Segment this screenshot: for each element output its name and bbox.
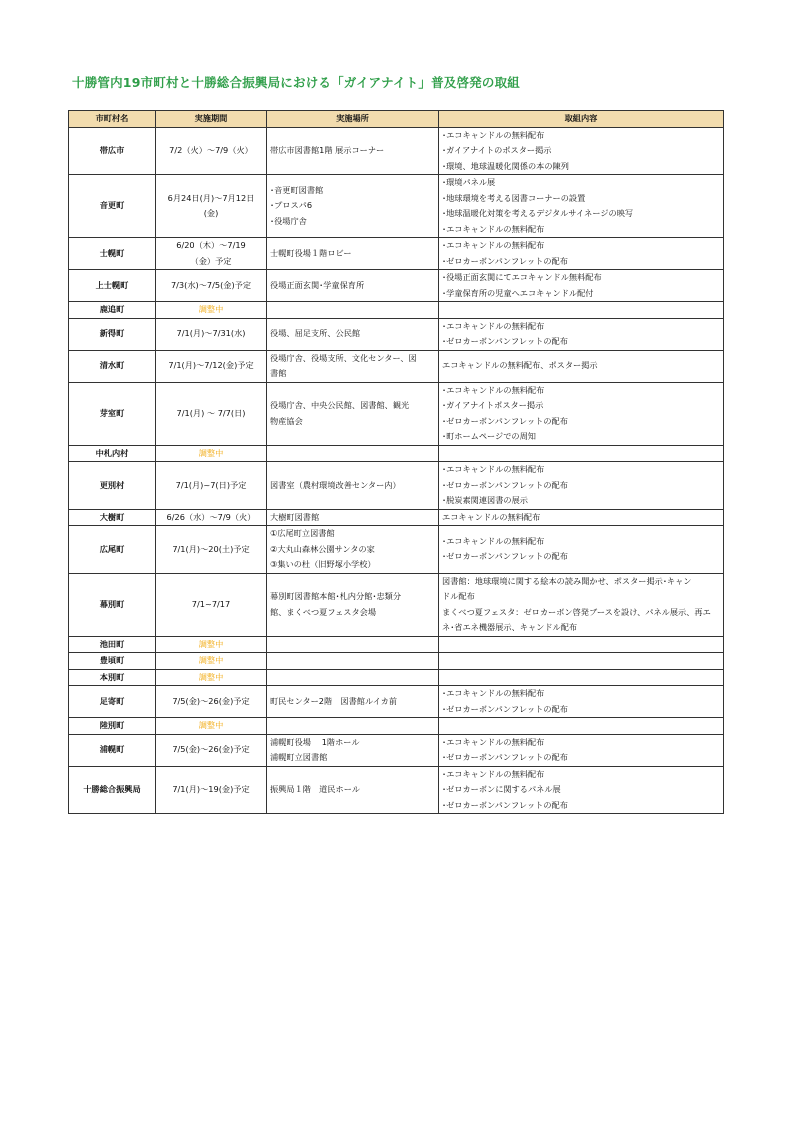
location-cell bbox=[267, 526, 439, 574]
municipality-cell: 清水町 bbox=[69, 350, 156, 382]
activities-cell bbox=[439, 718, 724, 735]
location-cell bbox=[267, 766, 439, 814]
period-cell bbox=[156, 526, 267, 574]
activities-cell bbox=[439, 686, 724, 718]
location-cell bbox=[267, 718, 439, 735]
activity-line: ･ゼロカーボンパンフレットの配布 bbox=[442, 703, 568, 714]
municipality-cell: 広尾町 bbox=[69, 526, 156, 574]
period-cell-pending bbox=[156, 445, 267, 462]
activities-cell bbox=[439, 238, 724, 270]
location-line: 町民センター2階 図書館ルイカ前 bbox=[270, 695, 398, 706]
location-cell bbox=[267, 669, 439, 686]
table-row bbox=[69, 302, 724, 319]
location-line: ③集いの杜（旧野塚小学校） bbox=[270, 559, 376, 569]
period-line: 7/1(月)～19(金)予定 bbox=[172, 784, 250, 794]
period-cell bbox=[156, 350, 267, 382]
period-cell-pending bbox=[156, 669, 267, 686]
table-body bbox=[69, 127, 724, 814]
activities-cell bbox=[439, 462, 724, 510]
table-header-row bbox=[69, 111, 724, 128]
table-row bbox=[69, 526, 724, 574]
location-line: 役場庁舎、役場支所、文化センター、図 bbox=[270, 352, 417, 363]
location-cell bbox=[267, 573, 439, 636]
period-line: 7/1(月)～7/12(金)予定 bbox=[168, 360, 254, 371]
period-line: 7/1(月) ～ 7/7(日) bbox=[176, 407, 246, 418]
activities-cell bbox=[439, 653, 724, 670]
location-cell bbox=[267, 445, 439, 462]
location-cell bbox=[267, 653, 439, 670]
activities-cell bbox=[439, 766, 724, 814]
table-row bbox=[69, 350, 724, 382]
period-cell bbox=[156, 766, 267, 814]
activities-cell bbox=[439, 382, 724, 445]
location-line: 帯広市図書館1階 展示コーナー bbox=[270, 145, 385, 155]
location-cell bbox=[267, 462, 439, 510]
activity-line: ･ガイアナイトのポスター掲示 bbox=[442, 145, 552, 155]
municipality-cell: 士幌町 bbox=[69, 238, 156, 270]
activity-line: ･ゼロカーボンパンフレットの配布 bbox=[442, 255, 568, 266]
period-line: 7/5(金)～26(金)予定 bbox=[172, 695, 250, 706]
activity-line: ･ゼロカーボンパンフレットの配布 bbox=[442, 336, 568, 346]
municipality-cell: 足寄町 bbox=[69, 686, 156, 718]
period-cell-pending bbox=[156, 718, 267, 735]
table-row bbox=[69, 766, 724, 814]
activity-table bbox=[68, 110, 724, 814]
location-cell bbox=[267, 350, 439, 382]
activity-line: ･ゼロカーボンパンフレットの配布 bbox=[442, 479, 568, 490]
period-line: 7/2（火）～7/9（火） bbox=[169, 145, 253, 155]
activity-line: ･エコキャンドルの無料配布 bbox=[442, 464, 545, 474]
location-line: 館、まくべつ夏フェスタ会場 bbox=[270, 606, 377, 617]
period-line: 調整中 bbox=[198, 655, 224, 665]
table-row bbox=[69, 462, 724, 510]
header-activities: 取組内容 bbox=[439, 111, 724, 128]
header-location: 実施場所 bbox=[267, 111, 439, 128]
activities-cell bbox=[439, 669, 724, 686]
period-cell bbox=[156, 238, 267, 270]
location-line: 書館 bbox=[270, 368, 287, 378]
activities-cell bbox=[439, 734, 724, 766]
period-line: 調整中 bbox=[198, 304, 224, 314]
period-line: 7/1(月)～20(土)予定 bbox=[172, 543, 250, 554]
table-row bbox=[69, 445, 724, 462]
municipality-cell: 池田町 bbox=[69, 636, 156, 653]
activity-line: ･エコキャンドルの無料配布 bbox=[442, 240, 545, 250]
table-row bbox=[69, 636, 724, 653]
location-line: ･役場庁舎 bbox=[270, 215, 307, 226]
activity-line: ･エコキャンドルの無料配布 bbox=[442, 736, 545, 747]
activity-line: ･町ホームページでの周知 bbox=[442, 431, 536, 441]
location-cell bbox=[267, 382, 439, 445]
activity-line: ･エコキャンドルの無料配布 bbox=[442, 223, 545, 234]
activity-line: エコキャンドルの無料配布 bbox=[442, 511, 541, 522]
municipality-cell: 中札内村 bbox=[69, 445, 156, 462]
location-line: ･音更町図書館 bbox=[270, 184, 324, 195]
location-cell bbox=[267, 636, 439, 653]
period-line: 調整中 bbox=[198, 720, 224, 730]
period-cell-pending bbox=[156, 302, 267, 319]
period-line: 7/1~7/17 bbox=[191, 598, 231, 609]
activities-cell bbox=[439, 270, 724, 302]
activity-line: ･環境、地球温暖化関係の本の陳列 bbox=[442, 160, 569, 171]
activities-cell bbox=[439, 445, 724, 462]
municipality-cell: 音更町 bbox=[69, 175, 156, 238]
activity-line: ･ガイアナイトポスター掲示 bbox=[442, 400, 544, 410]
table-row bbox=[69, 669, 724, 686]
activity-line: ･ゼロカーボンパンフレットの配布 bbox=[442, 551, 568, 562]
location-line: 浦幌町立図書館 bbox=[270, 752, 328, 762]
table-row bbox=[69, 509, 724, 526]
table-row bbox=[69, 573, 724, 636]
activities-cell bbox=[439, 509, 724, 526]
municipality-cell: 幕別町 bbox=[69, 573, 156, 636]
activity-line: ･役場正面玄関にてエコキャンドル無料配布 bbox=[442, 272, 602, 282]
table-row bbox=[69, 318, 724, 350]
table-row bbox=[69, 686, 724, 718]
location-cell bbox=[267, 509, 439, 526]
location-cell bbox=[267, 238, 439, 270]
activities-cell bbox=[439, 302, 724, 319]
location-line: 浦幌町役場 1階ホール bbox=[270, 736, 360, 747]
location-line: 役場、屈足支所、公民館 bbox=[270, 328, 361, 339]
period-cell bbox=[156, 270, 267, 302]
activity-line: ･地球環境を考える図書コーナーの設置 bbox=[442, 192, 586, 203]
activity-line: 図書館：地球環境に関する絵本の読み聞かせ、ポスター掲示･キャン bbox=[442, 575, 692, 586]
activities-cell bbox=[439, 318, 724, 350]
table-row bbox=[69, 238, 724, 270]
activities-cell bbox=[439, 526, 724, 574]
page-title: 十勝管内19市町村と十勝総合振興局における「ガイアナイト」普及啓発の取組 bbox=[72, 75, 520, 90]
activity-line: ･エコキャンドルの無料配布 bbox=[442, 768, 545, 779]
municipality-cell: 更別村 bbox=[69, 462, 156, 510]
location-line: ②大丸山森林公園サンタの家 bbox=[270, 543, 375, 554]
period-cell bbox=[156, 318, 267, 350]
activity-line: ･ゼロカーボンパンフレットの配布 bbox=[442, 799, 568, 810]
activities-cell bbox=[439, 573, 724, 636]
municipality-cell: 新得町 bbox=[69, 318, 156, 350]
municipality-cell: 鹿追町 bbox=[69, 302, 156, 319]
period-cell bbox=[156, 734, 267, 766]
period-cell bbox=[156, 573, 267, 636]
period-line: 7/1(月)~7(日)予定 bbox=[175, 479, 247, 490]
activities-cell bbox=[439, 127, 724, 175]
period-line: 7/5(金)～26(金)予定 bbox=[172, 744, 250, 755]
location-line: 幕別町図書館本館･札内分館･忠類分 bbox=[270, 591, 402, 601]
location-cell bbox=[267, 318, 439, 350]
activities-cell bbox=[439, 350, 724, 382]
municipality-cell: 陸別町 bbox=[69, 718, 156, 735]
activity-line: ･脱炭素関連図書の展示 bbox=[442, 495, 528, 505]
location-line: 役場庁舎、中央公民館、図書館、観光 bbox=[270, 400, 410, 410]
period-line: 調整中 bbox=[198, 447, 224, 458]
period-line: 調整中 bbox=[198, 671, 224, 682]
location-line: 物産協会 bbox=[270, 415, 303, 426]
activity-line: ･エコキャンドルの無料配布 bbox=[442, 688, 545, 698]
table-row bbox=[69, 382, 724, 445]
location-line: 振興局１階 道民ホール bbox=[270, 784, 360, 794]
location-cell bbox=[267, 127, 439, 175]
period-cell bbox=[156, 686, 267, 718]
period-line: 6月24日(月)～7月12日 bbox=[167, 192, 255, 203]
activity-line: ･環境パネル展 bbox=[442, 177, 496, 187]
table-row bbox=[69, 127, 724, 175]
location-line: ①広尾町立図書館 bbox=[270, 528, 335, 538]
activity-line: ･学童保育所の児童へエコキャンドル配付 bbox=[442, 287, 594, 298]
municipality-cell: 本別町 bbox=[69, 669, 156, 686]
activity-line: ･地球温暖化対策を考えるデジタルサイネージの映写 bbox=[442, 208, 634, 218]
activity-line: ネ･省エネ機器展示、キャンドル配布 bbox=[442, 622, 578, 632]
municipality-cell: 豊頃町 bbox=[69, 653, 156, 670]
location-cell bbox=[267, 302, 439, 319]
table-row bbox=[69, 653, 724, 670]
period-cell bbox=[156, 382, 267, 445]
municipality-cell: 十勝総合振興局 bbox=[69, 766, 156, 814]
location-line: 士幌町役場１階ロビー bbox=[270, 247, 352, 258]
activity-line: まくべつ夏フェスタ：ゼロカーボン啓発ブースを設け、パネル展示、再エ bbox=[442, 606, 711, 617]
activity-line: ･エコキャンドルの無料配布 bbox=[442, 384, 545, 395]
activity-line: ･ゼロカーボンパンフレットの配布 bbox=[442, 415, 568, 426]
period-line: 7/1(月)～7/31(水) bbox=[176, 328, 246, 339]
period-cell bbox=[156, 509, 267, 526]
table-row bbox=[69, 734, 724, 766]
location-line: 図書室（農村環境改善センター内） bbox=[270, 479, 401, 490]
municipality-cell: 大樹町 bbox=[69, 509, 156, 526]
activities-cell bbox=[439, 636, 724, 653]
table-row bbox=[69, 270, 724, 302]
period-line: 6/26（水）～7/9（火） bbox=[166, 511, 256, 522]
activity-line: エコキャンドルの無料配布、ポスター掲示 bbox=[442, 360, 598, 371]
location-line: 役場正面玄関･学童保育所 bbox=[270, 279, 365, 290]
activity-line: ･エコキャンドルの無料配布 bbox=[442, 320, 545, 331]
period-line: （金）予定 bbox=[190, 255, 232, 266]
location-cell bbox=[267, 175, 439, 238]
municipality-cell: 帯広市 bbox=[69, 127, 156, 175]
activity-line: ･ゼロカーボンパンフレットの配布 bbox=[442, 752, 568, 762]
period-line: 7/3(水)～7/5(金)予定 bbox=[170, 279, 252, 290]
activity-line: ･エコキャンドルの無料配布 bbox=[442, 535, 545, 546]
period-cell bbox=[156, 175, 267, 238]
activity-line: ･ゼロカーボンに関するパネル展 bbox=[442, 784, 561, 794]
period-cell-pending bbox=[156, 653, 267, 670]
location-line: 大樹町図書館 bbox=[270, 511, 320, 522]
period-cell-pending bbox=[156, 636, 267, 653]
municipality-cell: 上士幌町 bbox=[69, 270, 156, 302]
table-row bbox=[69, 175, 724, 238]
location-cell bbox=[267, 270, 439, 302]
location-cell bbox=[267, 734, 439, 766]
activity-line: ･エコキャンドルの無料配布 bbox=[442, 129, 545, 140]
period-cell bbox=[156, 127, 267, 175]
table-row bbox=[69, 718, 724, 735]
municipality-cell: 浦幌町 bbox=[69, 734, 156, 766]
period-line: (金) bbox=[203, 208, 219, 218]
location-cell bbox=[267, 686, 439, 718]
header-municipality: 市町村名 bbox=[69, 111, 156, 128]
activities-cell bbox=[439, 175, 724, 238]
location-line: ･プロスパ6 bbox=[270, 200, 313, 211]
header-period: 実施期間 bbox=[156, 111, 267, 128]
period-line: 6/20（木）～7/19 bbox=[176, 240, 246, 250]
period-line: 調整中 bbox=[198, 638, 224, 649]
period-cell bbox=[156, 462, 267, 510]
activity-line: ドル配布 bbox=[442, 591, 475, 601]
municipality-cell: 芽室町 bbox=[69, 382, 156, 445]
